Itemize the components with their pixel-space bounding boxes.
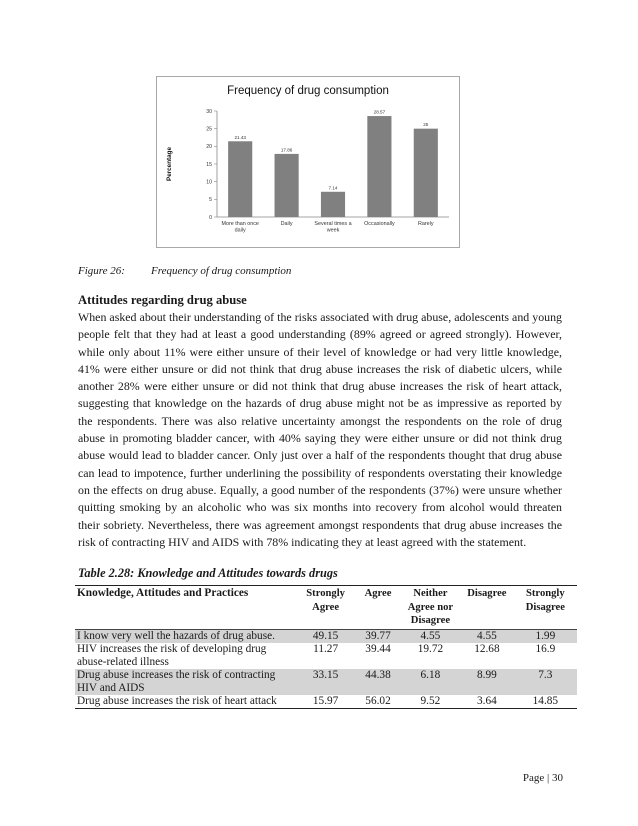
bar (414, 129, 438, 217)
figure-number: Figure 26: (78, 265, 125, 277)
data-label: 21.43 (234, 134, 246, 140)
table-cell: 44.38 (355, 669, 400, 695)
x-tick-label: Rarely (418, 221, 434, 227)
bar-chart (156, 76, 460, 248)
section-heading: Attitudes regarding drug abuse (78, 293, 247, 307)
y-tick-label: 30 (206, 108, 212, 115)
table-cell: 56.02 (355, 695, 400, 709)
data-label: 25 (423, 122, 429, 128)
y-tick-label: 0 (209, 214, 212, 221)
x-tick-label: Several times a week (314, 221, 352, 234)
table-cell: 19.72 (417, 642, 444, 655)
table-caption: Table 2.28: Knowledge and Attitudes towards drugs (78, 566, 338, 580)
x-tick-label: More than once daily (221, 221, 259, 234)
y-tick-label: 15 (206, 161, 212, 168)
table-cell: 6.18 (401, 669, 460, 695)
body-paragraph: When asked about their understanding of the risks associated with drug abuse, adolescents and young people felt that they had at least a good understanding (89% agreed or agreed strongly). However, while only about 11% were either unsure of their level of knowledge or had very little knowledge, 41% were either unsure or did not think that drug abuse increases the risk of diabetic ulcers, while another 28% were either unsure or did not think that drug abuse increases the risk of heart attack, suggesting that knowledge on the hazards of drug abuse might not be as impressive as reported by the respondents. There was also relative uncertainty amongst the respondents on the role of drug abuse in promoting bladder cancer, with 40% saying they were either unsure or did not think drug abuse would lead to bladder cancer. Only just over a half of the respondents thought that drug abuse can lead to impotence, further underlining the possibility of respondents overstating their knowledge on the effects on drug abuse. Equally, a good number of the respondents (37%) were unsure whether quitting smoking by an alcoholic who was six months into recovery from alcohol would threaten their sobriety. Nevertheless, there was agreement amongst respondents that drug abuse increases the risk of contracting HIV and AIDS with 78% indicating they at least agreed with the statement. (78, 310, 562, 549)
table-row (75, 695, 577, 709)
figure-caption-text: Frequency of drug consumption (151, 265, 292, 277)
chart-title: Frequency of drug consumption (227, 85, 389, 97)
figure-caption (78, 265, 291, 277)
table-cell: 49.15 (296, 629, 355, 643)
table-cell: 12.68 (474, 642, 500, 655)
table-cell: 39.44 (365, 642, 391, 655)
table-cell: 1.99 (514, 629, 577, 643)
data-label: 28.57 (373, 109, 386, 115)
table-cell: 9.52 (401, 695, 460, 709)
y-axis-label: Percentage (166, 147, 173, 181)
column-header: Knowledge, Attitudes and Practices (75, 586, 296, 630)
column-header: Strongly Disagree (514, 586, 577, 630)
table-cell: 15.97 (296, 695, 355, 709)
table-cell: 16.9 (535, 642, 556, 655)
page-number: Page | 30 (522, 772, 563, 784)
table-cell: 4.55 (401, 629, 460, 643)
column-header: Disagree (460, 586, 514, 630)
table-cell: I know very well the hazards of drug abuse. (75, 629, 296, 643)
bar (228, 141, 252, 217)
table-cell: 4.55 (460, 629, 514, 643)
table-row (75, 629, 577, 643)
chart-plot (157, 77, 459, 247)
column-header: Neither Agree nor Disagree (401, 586, 460, 630)
table-cell: 7.3 (514, 669, 577, 695)
y-tick-label: 25 (206, 126, 212, 133)
column-header: Strongly Agree (296, 586, 355, 630)
data-label: 7.14 (328, 185, 338, 191)
table-cell: 11.27 (313, 642, 339, 655)
table-cell: 33.15 (296, 669, 355, 695)
data-label: 17.86 (280, 147, 293, 153)
table-cell: HIV increases the risk of developing drug abuse-related illness (77, 642, 267, 668)
x-tick-label: Occasionally (364, 221, 395, 227)
y-tick-label: 5 (209, 197, 212, 204)
table-row (75, 643, 577, 669)
x-tick-label: Daily (280, 221, 293, 227)
bar (321, 192, 345, 217)
table-cell: 14.85 (514, 695, 577, 709)
y-tick-label: 10 (206, 179, 212, 186)
column-header: Agree (355, 586, 400, 630)
table-row (75, 669, 577, 695)
table-header-row (75, 586, 577, 630)
table-cell: 3.64 (460, 695, 514, 709)
bar (275, 154, 299, 217)
y-tick-label: 20 (206, 144, 212, 151)
table-cell: Drug abuse increases the risk of heart attack (75, 695, 296, 709)
table-cell: 8.99 (460, 669, 514, 695)
bar (367, 116, 391, 217)
knowledge-attitudes-table (75, 585, 577, 709)
table-cell: 39.77 (355, 629, 400, 643)
table-cell: Drug abuse increases the risk of contracting HIV and AIDS (75, 669, 296, 695)
